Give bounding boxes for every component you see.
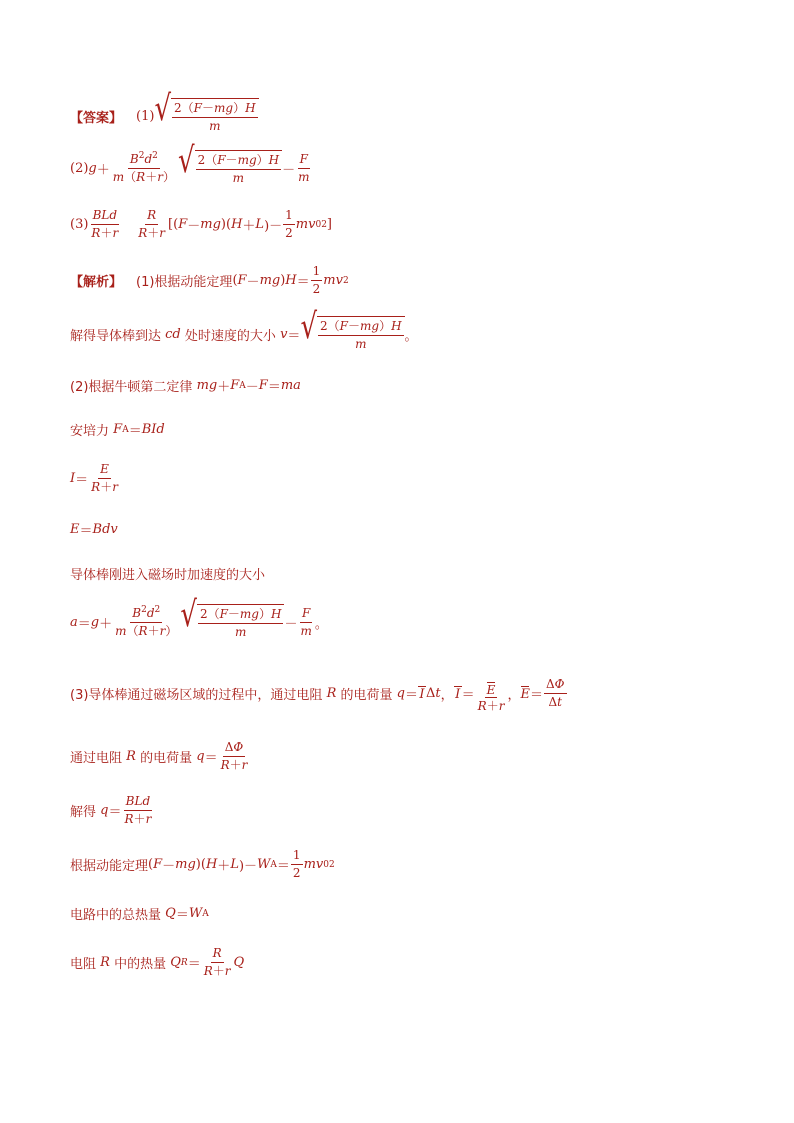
analysis-line-11: 根据动能定理 ( F － mg )( H ＋ L )－ W A ＝ $\frac{1}{2}$ mv 0 2 [70,848,335,880]
answer-line-3: (3) $\frac{\text{BLd}}{R+r}$ $\frac{R}{R+r}$ [( F － mg )( H ＋ L )－ $\frac{1}{2}$ mv 0 2 ] [70,208,332,240]
answer-part-1-label: (1) [136,108,155,124]
answer-part-2-label: (2) [70,160,89,176]
analysis-line-3: (2)根据牛顿第二定律 mg ＋ F A － F ＝ ma [70,378,301,395]
answer-part-3-label: (3) [70,217,89,232]
analysis-line-4: 安培力 F A ＝ BId [70,422,165,439]
analysis-tag: 【解析】 [70,275,123,290]
analysis-line-5b: E ＝ Bdv [70,522,118,539]
answer-tag: 【答案】 [70,110,123,126]
analysis-line-10: 解得 q ＝ $\frac{\text{BLd}}{R+r}$ [70,794,152,826]
analysis-line-6: 导体棒刚进入磁场时加速度的大小 [70,568,266,583]
analysis-line-13: 电阻 R 中的热量 Q R ＝ $\frac{R}{R+r}$ Q [70,946,245,978]
analysis-line-12: 电路中的总热量 Q ＝ W A [70,906,209,923]
analysis-line-7: a ＝ g ＋ $\frac{B^2d^2}{m(R+r)}$ √ $\frac{2(F-mg)H}{m}$ － $\frac{F}{m}$ 。 [70,595,328,639]
analysis-line-5: I ＝ $\frac{E}{R+r}$ [70,462,118,494]
analysis-line-9: 通过电阻 R 的电荷量 q ＝ $\frac{\Delta\Phi}{R+r}$ [70,740,248,772]
analysis-line-1: 【解析】 (1)根据动能定理 ( F － mg ) H ＝ $\frac{1}{2}$ mv 2 [70,264,349,296]
answer-line-1 [70,89,259,134]
answer-line-2: (2) g ＋ $\frac{B^2d^2}{m(R+r)}$ √ $\frac{2(F-mg)H}{m}$ － $\frac{F}{m}$ [70,141,310,185]
analysis-line-2: 解得导体棒到达 cd 处时速度的大小 v ＝ √ $\frac{2(F-mg)H}{m}$ 。 [70,307,418,351]
analysis-line-8: (3)导体棒通过磁场区域的过程中，通过电阻 R 的电荷量 q ＝ I Δ t ， I ＝ $\frac{E}{R+r}$ ， E ＝ $\frac{\Delta\Phi}{\Delta t}$ [70,672,568,714]
sqrt-expression: √ $\frac{2(F-mg)H}{m}$ [154,98,258,134]
